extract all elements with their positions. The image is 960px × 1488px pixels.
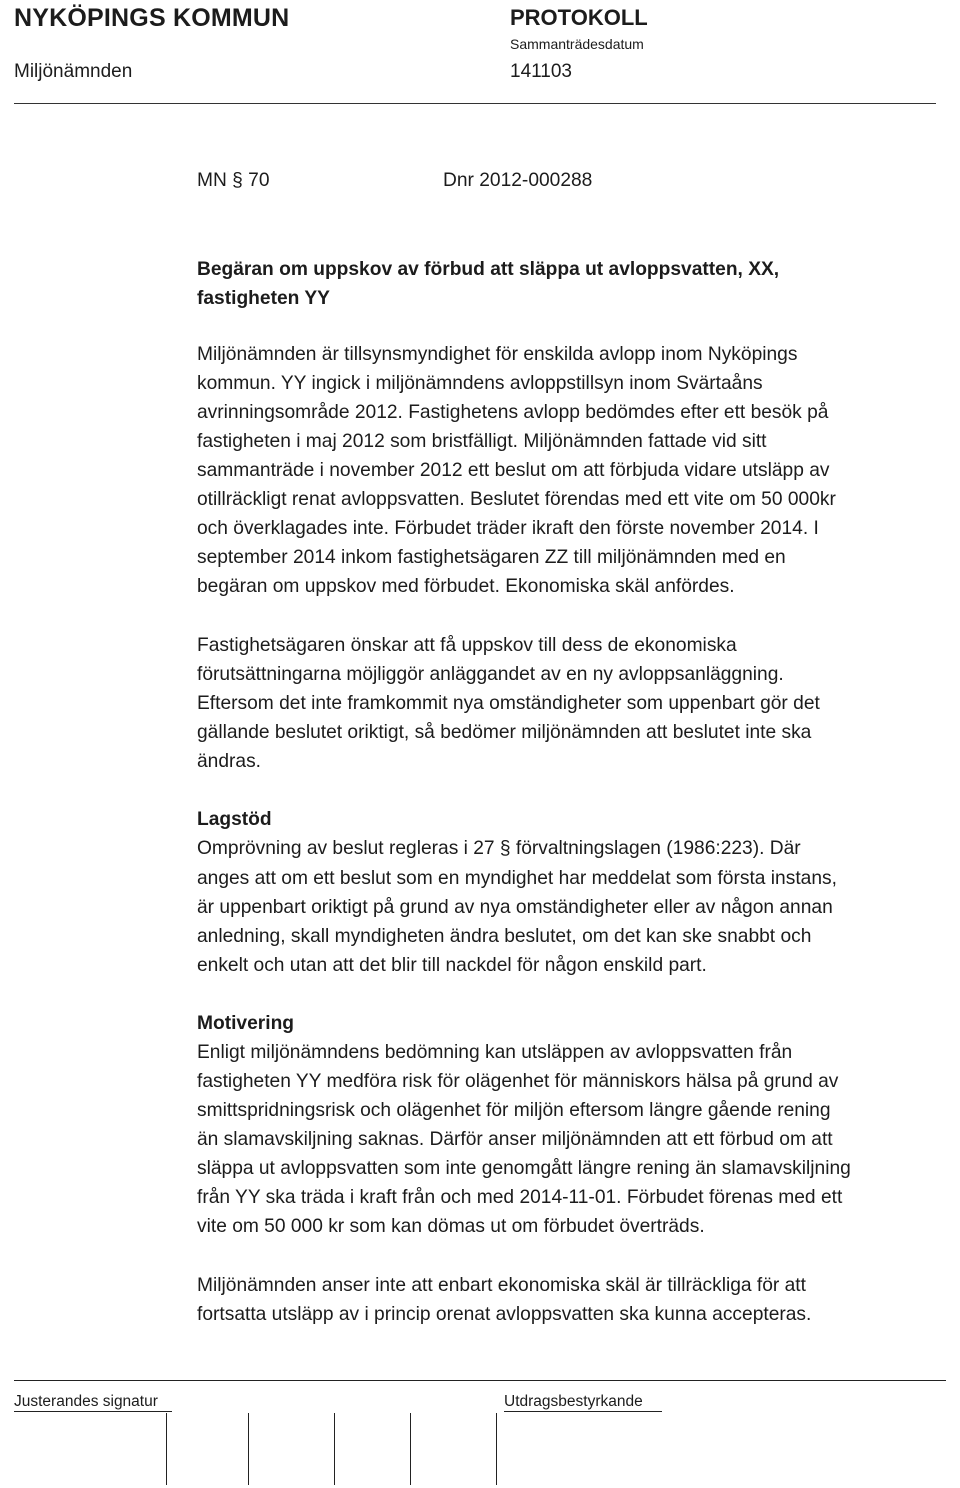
paragraph-line: ändras.: [197, 751, 261, 772]
title-line: Begäran om uppskov av förbud att släppa ut avloppsvatten, XX,: [197, 259, 780, 280]
board-name: Miljönämnden: [14, 61, 133, 82]
case-number: Dnr 2012-000288: [443, 170, 593, 191]
signature-box-divider: [334, 1413, 335, 1485]
paragraph-line: Enligt miljönämndens bedömning kan utsläppen av avloppsvatten från: [197, 1042, 793, 1063]
paragraph-line: sammanträde i november 2012 ett beslut om att förbjuda vidare utsläpp av: [197, 460, 830, 481]
signature-label-underline: [14, 1411, 172, 1412]
section-heading-lagstod: Lagstöd: [197, 809, 272, 830]
paragraph-line: Miljönämnden anser inte att enbart ekonomiska skäl är tillräckliga för att: [197, 1275, 806, 1296]
paragraph-line: Omprövning av beslut regleras i 27 § förvaltningslagen (1986:223). Där: [197, 838, 801, 859]
paragraph-line: september 2014 inkom fastighetsägaren ZZ till miljönämnden med en: [197, 547, 786, 568]
paragraph-line: avrinningsområde 2012. Fastighetens avlopp bedömdes efter ett besök på: [197, 402, 829, 423]
paragraph-line: otillräckligt renat avloppsvatten. Beslutet förendas med ett vite om 50 000kr: [197, 489, 836, 510]
paragraph-line: smittspridningsrisk och olägenhet för miljön eftersom längre gående rening: [197, 1100, 831, 1121]
signature-box-divider: [248, 1413, 249, 1485]
paragraph-line: kommun. YY ingick i miljönämndens avloppstillsyn inom Svärtaåns: [197, 373, 763, 394]
header-divider: [14, 103, 936, 104]
document-type: PROTOKOLL: [510, 5, 648, 30]
footer-divider: [14, 1380, 946, 1381]
organization-name: NYKÖPINGS KOMMUN: [14, 4, 290, 32]
paragraph-line: förutsättningarna möjliggör anläggandet av en ny avloppsanläggning.: [197, 664, 784, 685]
paragraph-line: anledning, skall myndigheten ändra beslutet, om det kan ske snabbt och: [197, 926, 812, 947]
paragraph-line: fastigheten i maj 2012 som bristfälligt. Miljönämnden fattade vid sitt: [197, 431, 767, 452]
utdragsbestyrkande-label: Utdragsbestyrkande: [504, 1393, 643, 1410]
signature-box-divider: [166, 1413, 167, 1485]
paragraph-line: Fastighetsägaren önskar att få uppskov till dess de ekonomiska: [197, 635, 737, 656]
paragraph-number: MN § 70: [197, 170, 270, 191]
paragraph-line: än slamavskiljning saknas. Därför anser miljönämnden att ett förbud om att: [197, 1129, 833, 1150]
meeting-date-label: Sammanträdesdatum: [510, 36, 644, 52]
paragraph-line: från YY ska träda i kraft från och med 2014-11-01. Förbudet förenas med ett: [197, 1187, 843, 1208]
meeting-date: 141103: [510, 61, 572, 82]
paragraph-line: vite om 50 000 kr som kan dömas ut om förbudet överträds.: [197, 1216, 705, 1237]
paragraph-line: begäran om uppskov med förbudet. Ekonomiska skäl anfördes.: [197, 576, 735, 597]
paragraph-line: enkelt och utan att det blir till nackdel för någon enskild part.: [197, 955, 707, 976]
paragraph-line: fortsatta utsläpp av i princip orenat avloppsvatten ska kunna accepteras.: [197, 1304, 812, 1325]
signature-box-divider: [496, 1413, 497, 1485]
paragraph-line: gällande beslutet oriktigt, så bedömer miljönämnden att beslutet inte ska: [197, 722, 812, 743]
paragraph-line: och överklagades inte. Förbudet träder ikraft den förste november 2014. I: [197, 518, 819, 539]
certification-label-underline: [504, 1411, 662, 1412]
paragraph-line: släppa ut avloppsvatten som inte genomgått längre rening än slamavskiljning: [197, 1158, 851, 1179]
justerandes-signatur-label: Justerandes signatur: [14, 1393, 158, 1410]
paragraph-line: Eftersom det inte framkommit nya omständigheter som uppenbart gör det: [197, 693, 820, 714]
paragraph-line: Miljönämnden är tillsynsmyndighet för enskilda avlopp inom Nyköpings: [197, 344, 798, 365]
title-line: fastigheten YY: [197, 288, 330, 309]
paragraph-line: anges att om ett beslut som en myndighet har meddelat som första instans,: [197, 868, 837, 889]
section-heading-motivering: Motivering: [197, 1013, 295, 1034]
paragraph-line: fastigheten YY medföra risk för olägenhet för människors hälsa på grund av: [197, 1071, 839, 1092]
signature-box-divider: [410, 1413, 411, 1485]
paragraph-line: är uppenbart oriktigt på grund av nya omständigheter eller av någon annan: [197, 897, 833, 918]
